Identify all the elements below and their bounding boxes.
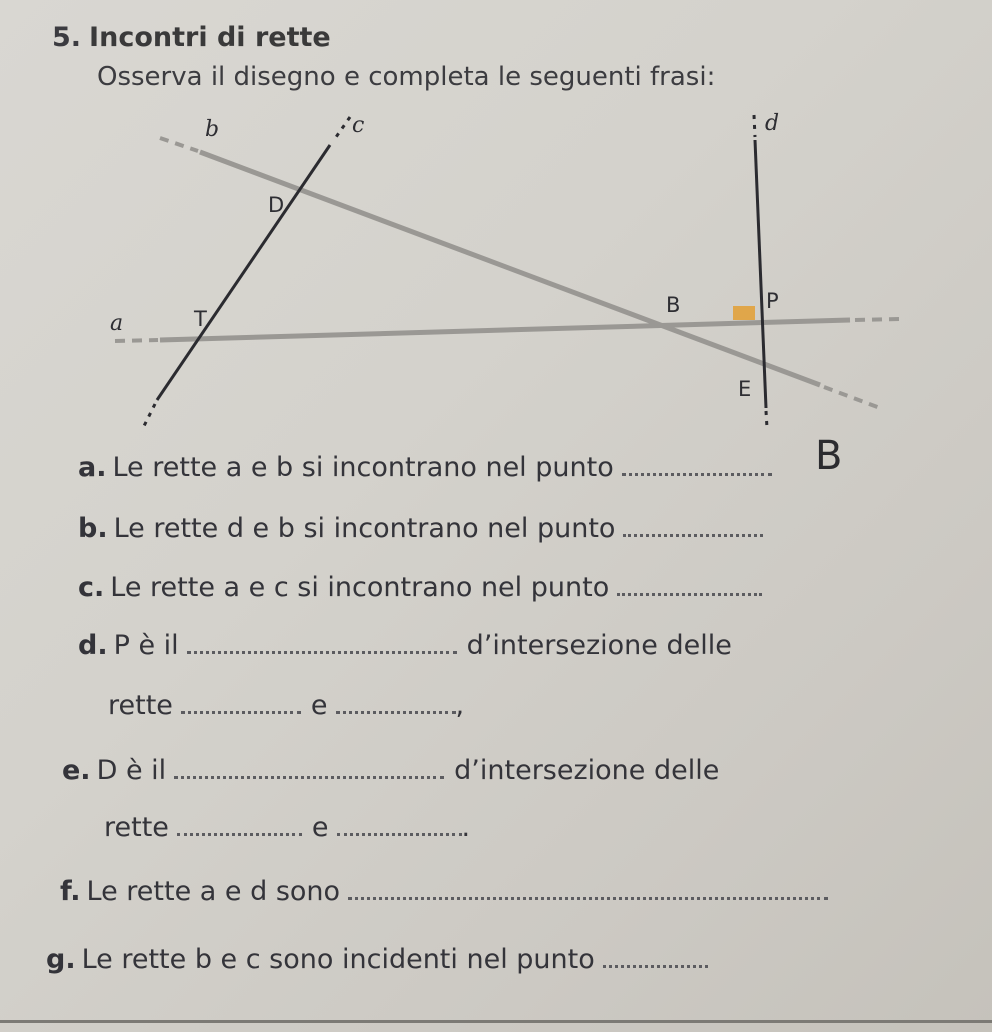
question-text: rette [108,690,173,721]
question-letter: b. [78,513,108,544]
question-letter: f. [60,876,81,907]
line-b [160,138,880,408]
question-punct: , [455,690,465,721]
label-point-D: D [268,193,285,217]
label-line-b: b [205,117,220,142]
answer-blank-g[interactable] [603,961,708,968]
question-e-line2 [104,812,470,843]
label-point-T: T [194,307,207,331]
question-letter: g. [46,944,76,975]
question-text: e [311,812,329,843]
question-text: d’intersezione delle [454,755,720,786]
question-letter: a. [78,452,107,483]
question-letter: e. [62,755,91,786]
line-c [142,117,350,430]
question-text: e [310,690,328,721]
question-text: D è il [96,755,167,786]
question-b [78,513,763,544]
label-line-c: c [352,113,365,138]
answer-blank-b[interactable] [623,530,763,537]
line-a [115,319,900,341]
question-d [78,630,732,661]
exercise-title-text: Incontri di rette [89,22,331,53]
answer-blank-d3[interactable] [336,707,456,714]
question-text: Le rette a e b si incontrano nel punto [112,452,614,483]
highlight-mark [733,306,755,320]
question-c [78,572,762,603]
question-punct: . [461,812,471,843]
question-g [46,944,708,975]
label-point-E: E [738,377,752,401]
line-d [754,115,767,428]
question-letter: c. [78,572,105,603]
answer-blank-a[interactable] [622,469,772,476]
label-line-d: d [765,111,780,136]
question-e [62,755,719,786]
label-point-B: B [666,293,681,317]
instruction-text: Osserva il disegno e completa le seguenti frasi: [97,62,716,92]
question-letter: d. [78,630,108,661]
question-text: Le rette b e c sono incidenti nel punto [81,944,595,975]
question-text: Le rette a e d sono [86,876,341,907]
question-f [60,876,828,907]
question-text: Le rette a e c si incontrano nel punto [110,572,610,603]
question-text: rette [104,812,169,843]
handwritten-answer-a: B [815,433,843,479]
answer-blank-d2[interactable] [181,707,301,714]
question-d-line2 [108,690,464,721]
question-text: Le rette d e b si incontrano nel punto [113,513,616,544]
answer-blank-e1[interactable] [174,772,444,779]
answer-blank-e2[interactable] [177,829,302,836]
answer-blank-e3[interactable] [337,829,462,836]
answer-blank-d1[interactable] [187,647,457,654]
exercise-number: 5. [52,22,82,53]
label-line-a: a [110,311,124,336]
page-bottom-divider [0,1020,992,1023]
label-point-P: P [766,289,779,313]
answer-blank-c[interactable] [617,589,762,596]
question-text: P è il [113,630,179,661]
answer-blank-f[interactable] [348,893,828,900]
question-a [78,452,772,483]
question-text: d’intersezione delle [466,630,732,661]
